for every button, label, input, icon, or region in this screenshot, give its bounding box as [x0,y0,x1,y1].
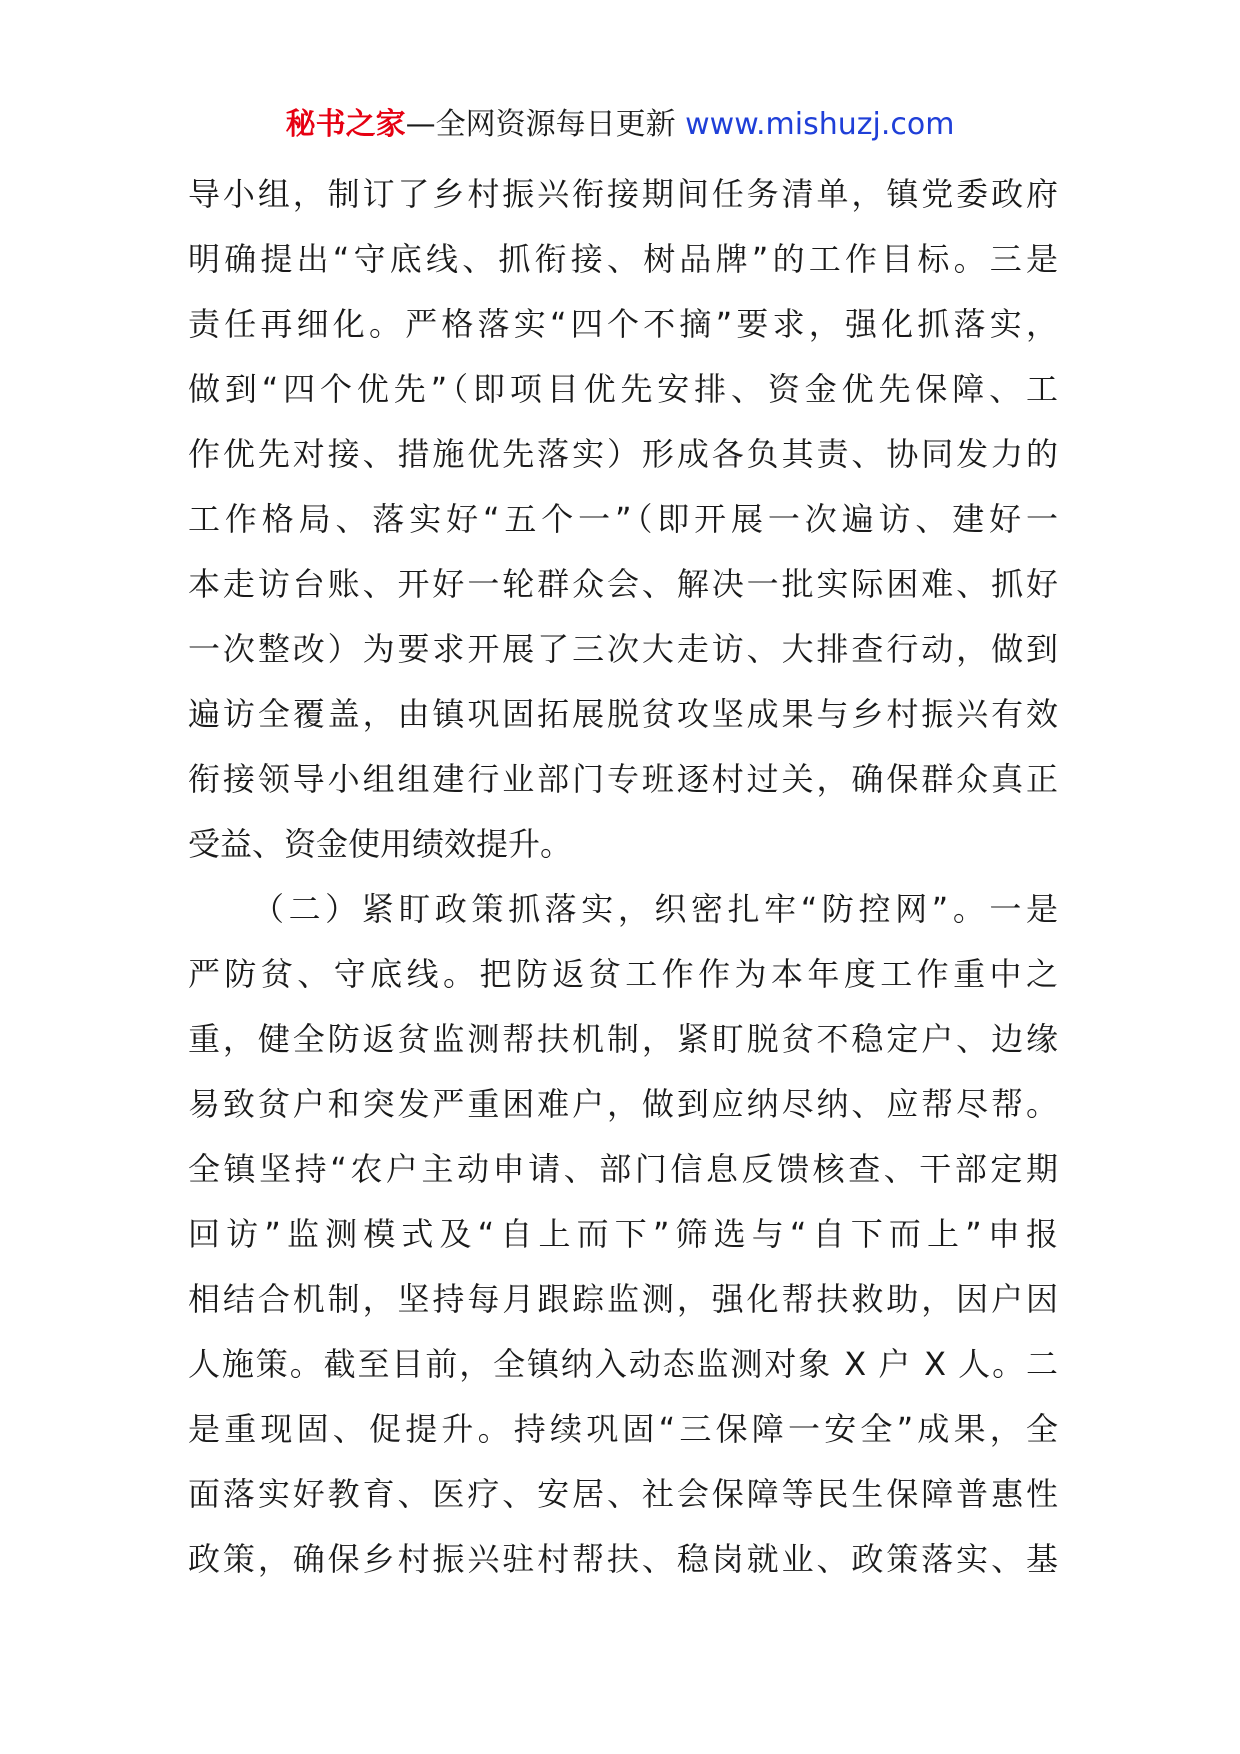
text-line: 重，健全防返贫监测帮扶机制，紧盯脱贫不稳定户、边缘 [188,1020,1058,1058]
text-line: 面落实好教育、医疗、安居、社会保障等民生保障普惠性 [188,1475,1058,1513]
site-brand: 秘书之家 [285,107,406,142]
text-line: 是重现固、促提升。持续巩固“三保障一安全”成果，全 [188,1410,1058,1448]
text-line: 人施策。截至目前，全镇纳入动态监测对象 X 户 X 人。二 [188,1345,1058,1383]
text-line: 明确提出“守底线、抓衔接、树品牌”的工作目标。三是 [188,240,1058,278]
text-line: 严防贫、守底线。把防返贫工作作为本年度工作重中之 [188,955,1058,993]
text-line: 易致贫户和突发严重困难户，做到应纳尽纳、应帮尽帮。 [188,1085,1058,1123]
text-line: 衔接领导小组组建行业部门专班逐村过关，确保群众真正 [188,760,1058,798]
text-line: 受益、资金使用绩效提升。 [188,825,573,863]
text-line: 政策，确保乡村振兴驻村帮扶、稳岗就业、政策落实、基 [188,1540,1058,1578]
text-line: 本走访台账、开好一轮群众会、解决一批实际困难、抓好 [188,565,1058,603]
site-header [0,100,1240,150]
text-line: 遍访全覆盖，由镇巩固拓展脱贫攻坚成果与乡村振兴有效 [188,695,1058,733]
text-line: 一次整改）为要求开展了三次大走访、大排查行动，做到 [188,630,1058,668]
text-line: 回访”监测模式及“自上而下”筛选与“自下而上”申报 [188,1215,1058,1253]
paragraph-first-line: （二）紧盯政策抓落实，织密扎牢“防控网”。一是 [252,890,1058,928]
site-tagline: —全网资源每日更新 [405,107,686,142]
site-url-link[interactable]: www.mishuzj.com [685,107,955,142]
text-line: 工作格局、落实好“五个一”（即开展一次遍访、建好一 [188,500,1058,538]
text-line: 责任再细化。严格落实“四个不摘”要求，强化抓落实， [188,305,1058,343]
text-line: 导小组，制订了乡村振兴衔接期间任务清单，镇党委政府 [188,175,1058,213]
text-line: 相结合机制，坚持每月跟踪监测，强化帮扶救助，因户因 [188,1280,1058,1318]
document-body [188,162,1058,1592]
text-line: 全镇坚持“农户主动申请、部门信息反馈核查、干部定期 [188,1150,1058,1188]
text-line: 作优先对接、措施优先落实）形成各负其责、协同发力的 [188,435,1058,473]
text-line: 做到“四个优先”（即项目优先安排、资金优先保障、工 [188,370,1058,408]
